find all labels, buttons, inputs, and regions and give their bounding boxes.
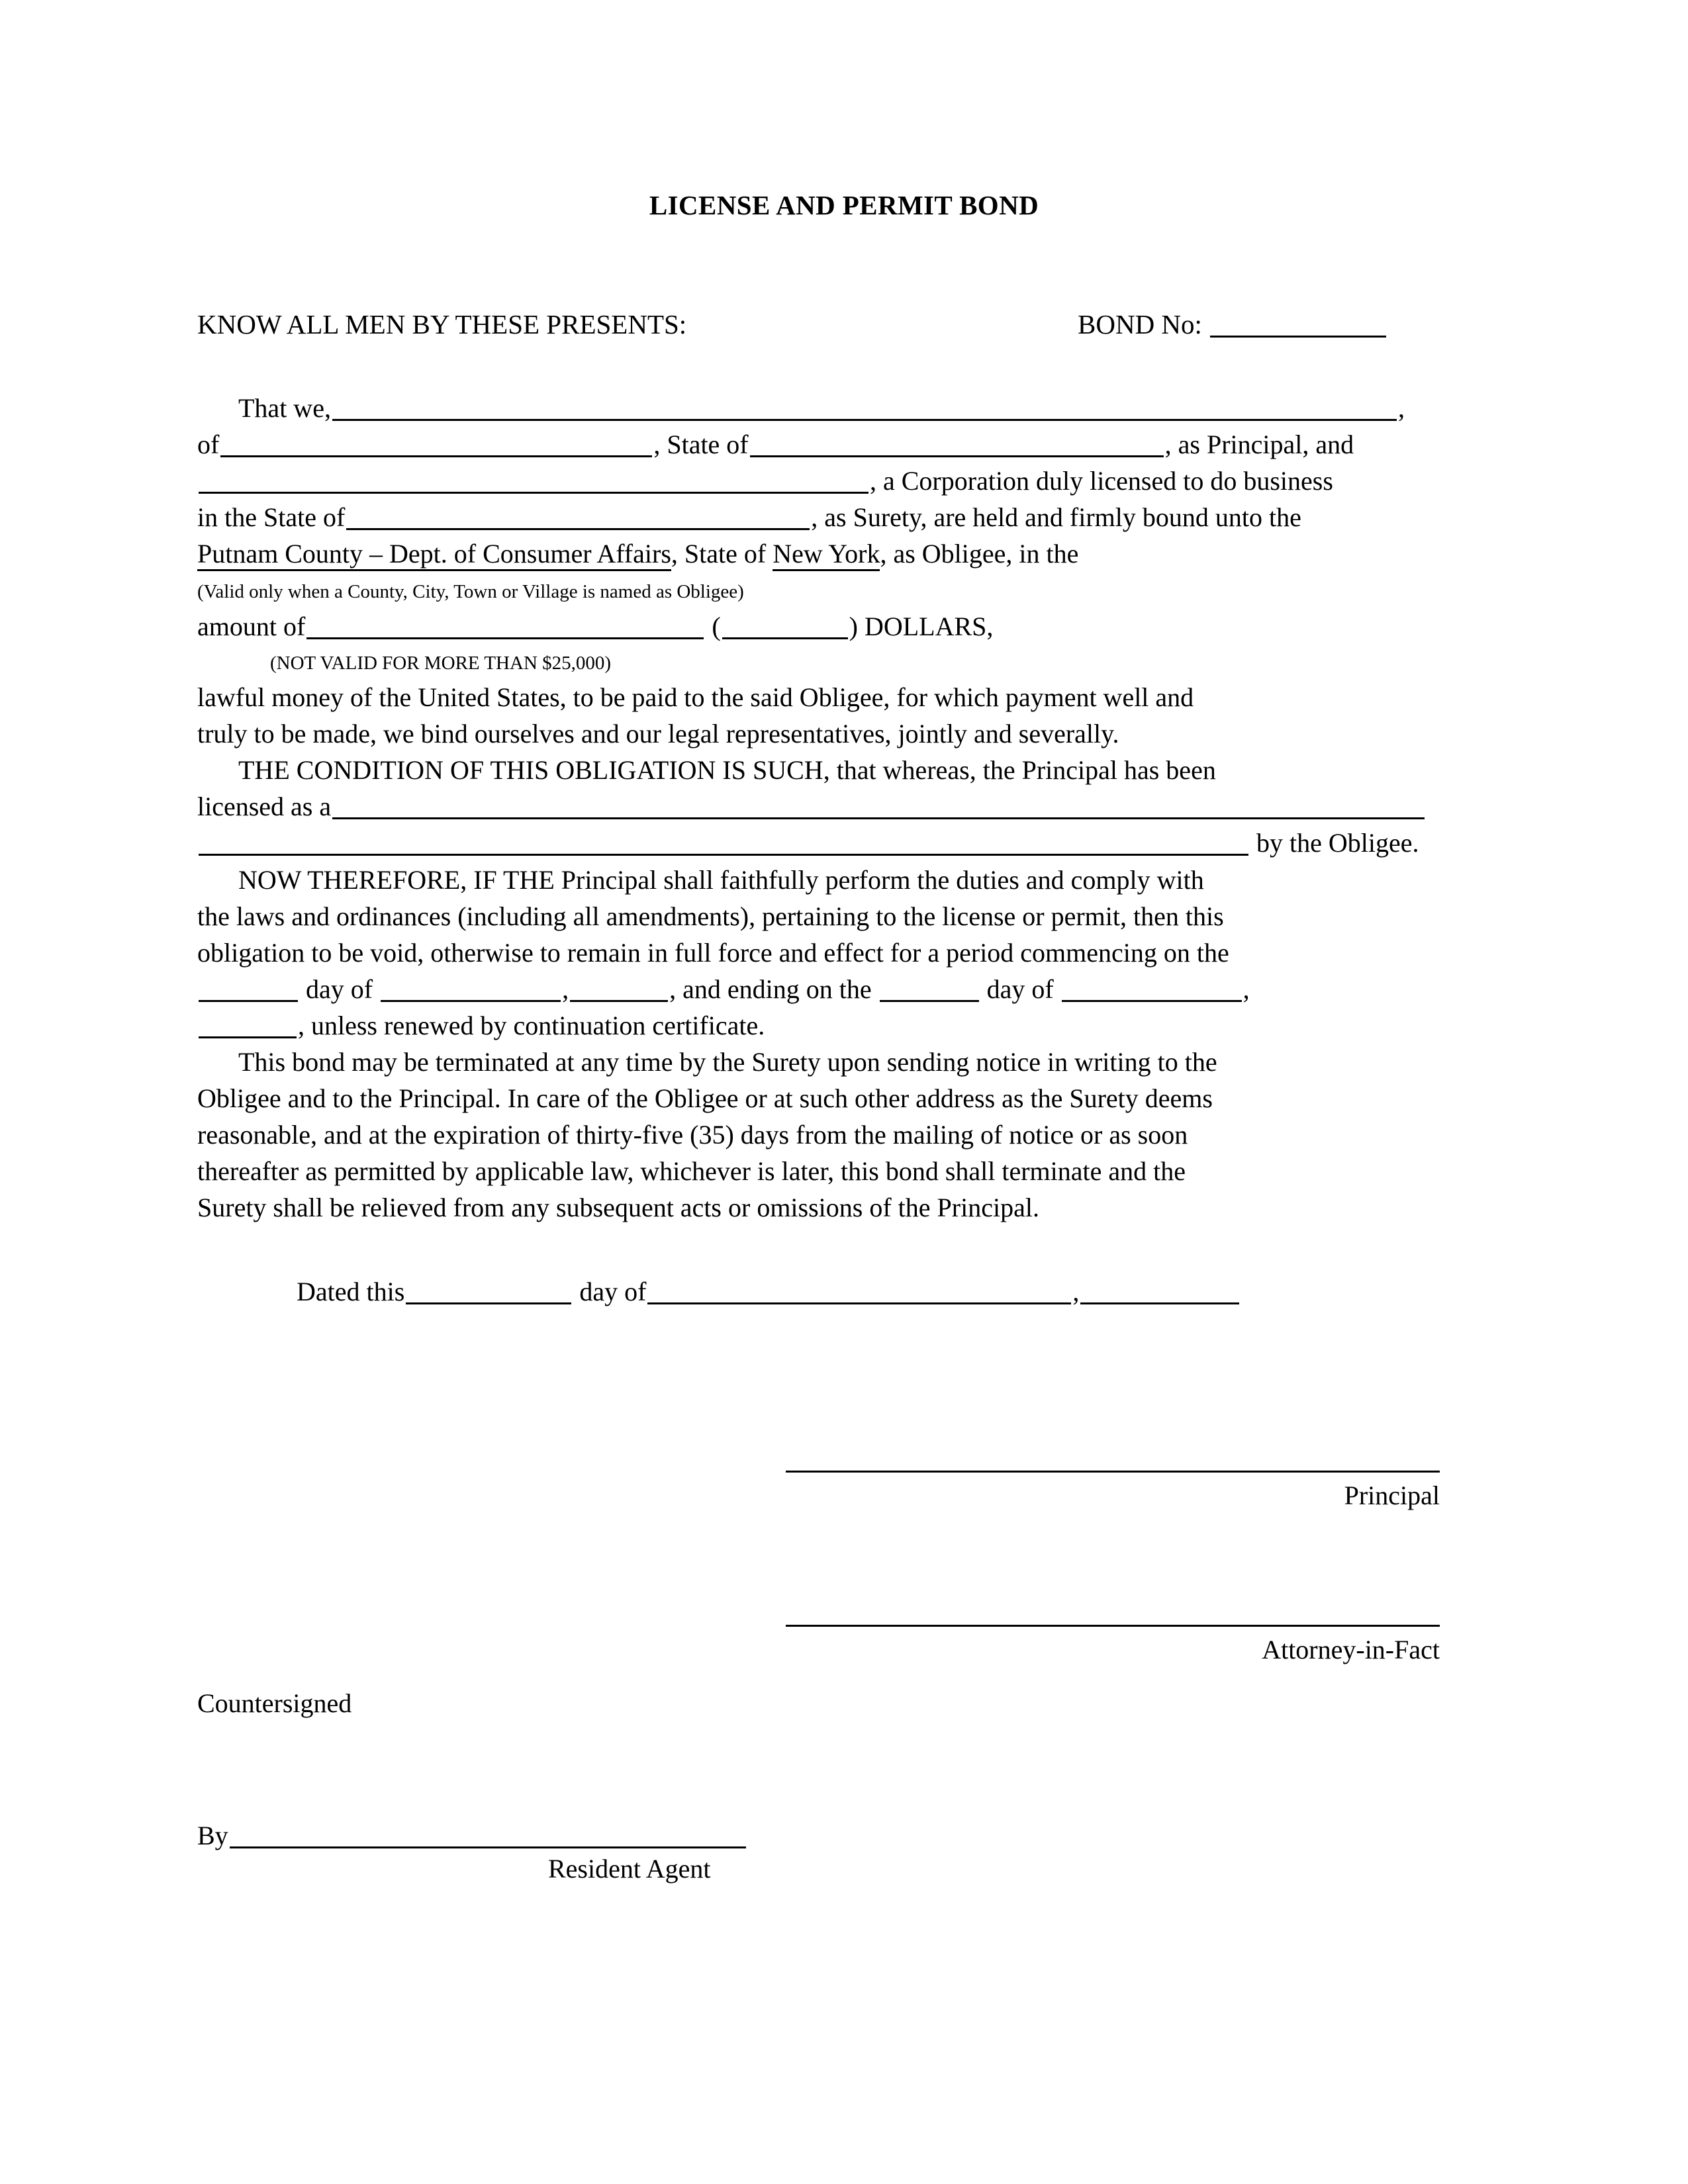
dated-month-input[interactable] — [647, 1280, 1071, 1304]
principal-city-input[interactable] — [220, 433, 652, 457]
licensed-as-line — [197, 792, 1426, 821]
recital-surety-state-line — [197, 503, 1301, 532]
licensed-as-a-label: licensed as a — [197, 792, 332, 821]
dated-day-input[interactable] — [406, 1280, 571, 1304]
dated-this-line — [297, 1277, 1241, 1306]
bond-number-input[interactable] — [1210, 313, 1386, 338]
condition-line-1 — [197, 756, 1216, 785]
commence-year-input[interactable] — [570, 978, 668, 1002]
ending-month-input[interactable] — [1062, 978, 1242, 1002]
termination-text-1: This bond may be terminated at any time by the Surety upon sending notice in writing to the — [238, 1047, 1217, 1077]
lawful-money-line-2: truly to be made, we bind ourselves and our legal representatives, jointly and severally. — [197, 719, 1119, 749]
comma-1: , — [562, 974, 569, 1004]
termination-line-2: Obligee and to the Principal. In care of the Obligee or at such other address as the Surety deems — [197, 1083, 1213, 1113]
termination-line-3: reasonable, and at the expiration of thirty-five (35) days from the mailing of notice or as soon — [197, 1120, 1188, 1150]
recital-corporation-line — [197, 467, 1333, 496]
paren-open: ( — [712, 612, 721, 641]
obligee-state-prefix: , State of — [671, 539, 773, 569]
unless-renewed-line — [197, 1011, 765, 1040]
preamble-row — [197, 308, 1475, 341]
obligee-name: Putnam County – Dept. of Consumer Affairs — [197, 539, 671, 571]
now-therefore-line-1 — [197, 866, 1204, 895]
trailing-comma: , — [1243, 974, 1250, 1004]
termination-line-4: thereafter as permitted by applicable law, whichever is later, this bond shall terminate and the — [197, 1156, 1186, 1186]
resident-agent-signature-input[interactable] — [230, 1824, 746, 1848]
obligee-suffix: , as Obligee, in the — [880, 539, 1079, 569]
in-the-state-of-label: in the State of — [197, 502, 346, 532]
resident-agent-label: Resident Agent — [548, 1854, 711, 1884]
amount-limit-note: (NOT VALID FOR MORE THAN $25,000) — [270, 653, 612, 674]
surety-state-input[interactable] — [346, 506, 810, 530]
bond-period-line — [197, 975, 1250, 1004]
by-the-obligee-line — [197, 829, 1419, 858]
recital-of-state-line — [197, 430, 1354, 459]
day-of-label-1: day of — [299, 974, 380, 1004]
obligee-state: New York — [773, 539, 880, 571]
day-of-label-2: day of — [980, 974, 1060, 1004]
day-of-label-3: day of — [579, 1277, 647, 1306]
attorney-in-fact-label: Attorney-in-Fact — [1262, 1635, 1440, 1664]
termination-line-5: Surety shall be relieved from any subsequent acts or omissions of the Principal. — [197, 1193, 1039, 1222]
obligee-validity-note: (Valid only when a County, City, Town or Village is named as Obligee) — [197, 581, 744, 602]
countersigned-label: Countersigned — [197, 1688, 352, 1718]
recital-that-we-line: That we, , — [238, 393, 1405, 423]
as-principal-label: , as Principal, and — [1164, 430, 1354, 459]
dated-comma: , — [1072, 1277, 1080, 1306]
countersign-by-line — [197, 1821, 747, 1850]
recital-obligee-line — [197, 539, 1078, 569]
recital-amount-line — [197, 612, 993, 641]
and-ending-label: , and ending on the — [669, 974, 878, 1004]
dollars-label: ) DOLLARS, — [849, 612, 994, 641]
by-the-obligee-label: by the Obligee. — [1250, 828, 1419, 858]
amount-figures-input[interactable] — [722, 615, 848, 639]
as-surety-label: , as Surety, are held and firmly bound unto the — [811, 502, 1301, 532]
now-therefore-line-2: the laws and ordinances (including all amendments), pertaining to the license or permit, then this — [197, 901, 1224, 931]
by-label: By — [197, 1821, 228, 1850]
state-of-label: , State of — [653, 430, 749, 459]
amount-words-input[interactable] — [306, 615, 704, 639]
bond-number-label: BOND No: — [1078, 309, 1202, 340]
that-we-label: That we, — [238, 393, 331, 423]
corporation-label: , a Corporation duly licensed to do business — [870, 466, 1333, 496]
principal-name-input[interactable] — [332, 396, 1397, 421]
preamble-label: KNOW ALL MEN BY THESE PRESENTS: — [197, 309, 687, 340]
termination-line-1 — [197, 1048, 1217, 1077]
ending-day-input[interactable] — [880, 978, 979, 1002]
principal-signature-line[interactable] — [786, 1471, 1440, 1473]
bond-number-group — [1078, 308, 1387, 341]
dated-this-label: Dated this — [297, 1277, 405, 1306]
principal-signature-label: Principal — [1344, 1480, 1440, 1510]
lawful-money-line-1: lawful money of the United States, to be paid to the said Obligee, for which payment well and — [197, 682, 1194, 712]
of-label: of — [197, 430, 220, 459]
now-therefore-line-3: obligation to be void, otherwise to remain in full force and effect for a period commencing on the — [197, 938, 1229, 968]
unless-renewed-label: , unless renewed by continuation certificate. — [298, 1011, 765, 1040]
surety-name-input[interactable] — [199, 469, 868, 494]
amount-of-label: amount of — [197, 612, 306, 641]
now-therefore-text: NOW THEREFORE, IF THE Principal shall faithfully perform the duties and comply with — [238, 865, 1204, 895]
page-title: LICENSE AND PERMIT BOND — [649, 190, 1039, 220]
principal-state-input[interactable] — [750, 433, 1164, 457]
condition-text: THE CONDITION OF THIS OBLIGATION IS SUCH, that whereas, the Principal has been — [238, 755, 1216, 785]
commence-day-input[interactable] — [199, 978, 298, 1002]
ending-year-input[interactable] — [199, 1014, 297, 1038]
license-type-input[interactable] — [332, 795, 1425, 819]
attorney-in-fact-signature-line[interactable] — [786, 1625, 1440, 1627]
commence-month-input[interactable] — [381, 978, 561, 1002]
license-type-continued-input[interactable] — [199, 831, 1248, 856]
dated-year-input[interactable] — [1080, 1280, 1239, 1304]
